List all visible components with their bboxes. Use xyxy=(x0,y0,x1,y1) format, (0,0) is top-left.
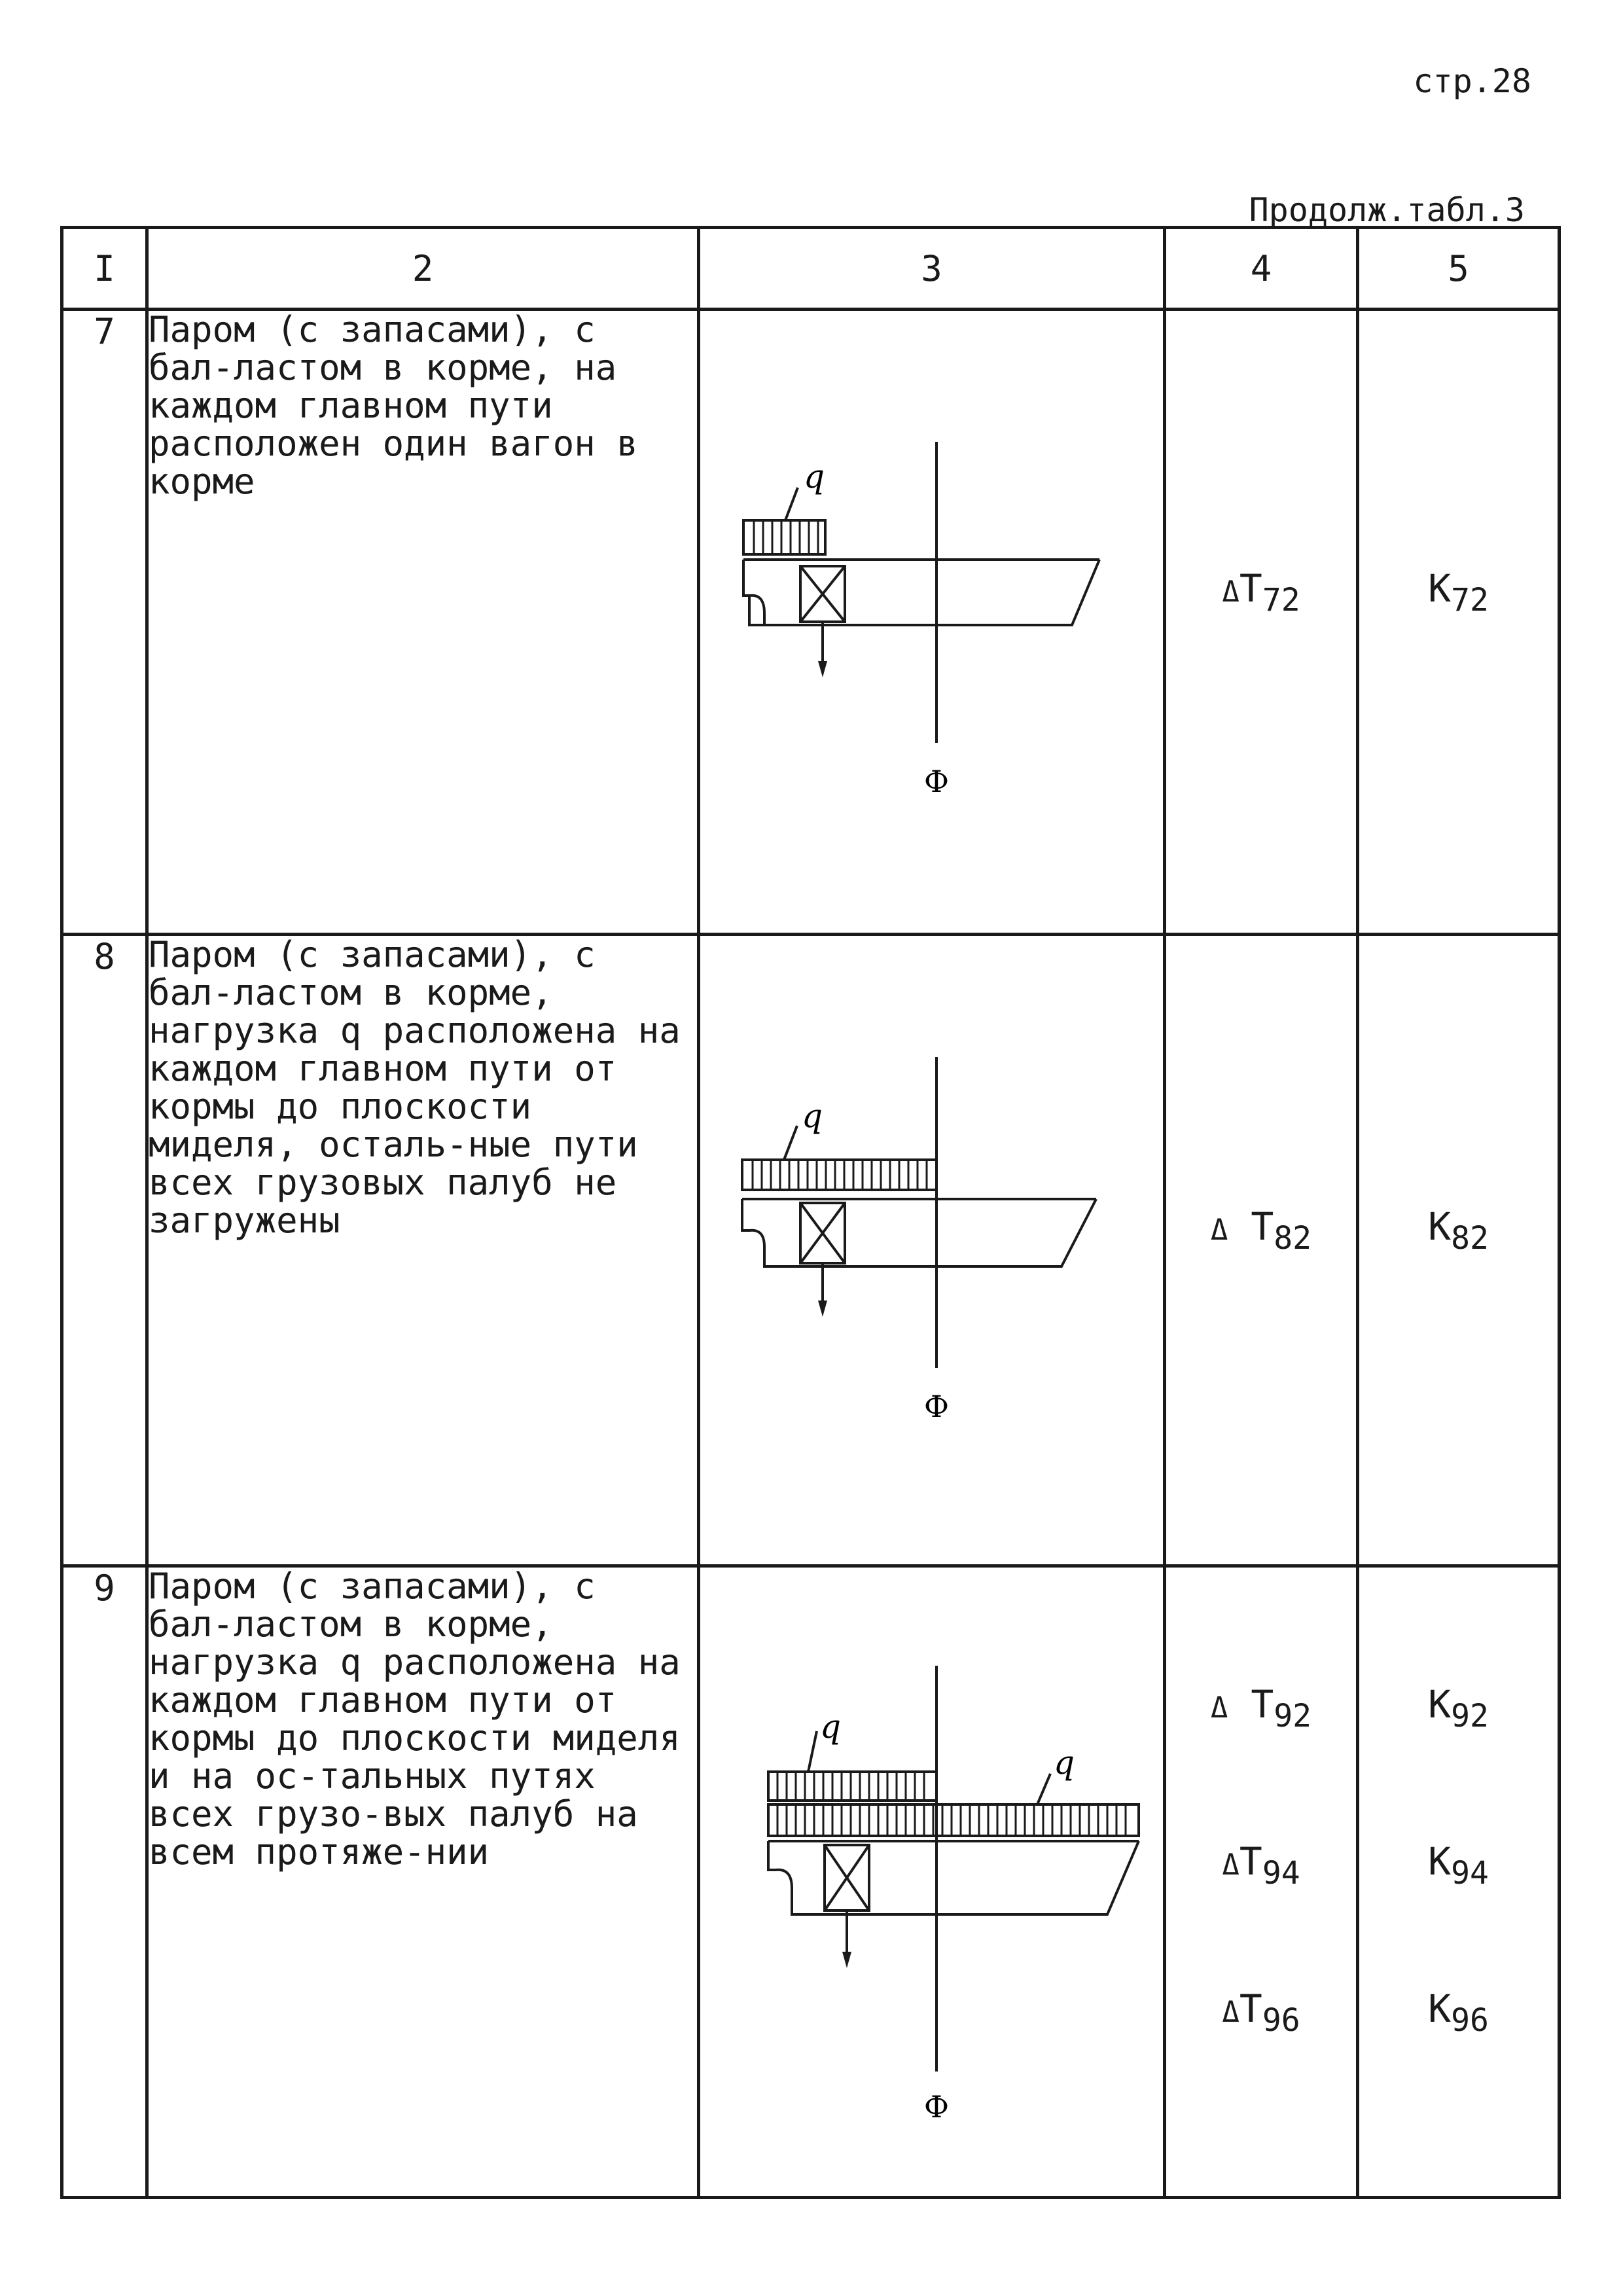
hatching-8 xyxy=(753,1160,927,1190)
delta-value: $\Delta T_{94}$ xyxy=(1222,1839,1300,1892)
header-row xyxy=(62,228,1560,310)
load-label-stern: q xyxy=(820,1708,842,1746)
table-row-7 xyxy=(62,310,1560,935)
load-label-full: q xyxy=(1054,1744,1075,1782)
delta-column xyxy=(1165,310,1358,935)
coef-column xyxy=(1358,935,1560,1566)
coef-value: $K_{94}$ xyxy=(1428,1839,1489,1892)
coef-value: $K_{92}$ xyxy=(1428,1682,1489,1734)
coef-value: $K_{96}$ xyxy=(1428,1986,1489,2039)
delta-column xyxy=(1165,1566,1358,2198)
arrow-down-icon xyxy=(818,661,827,677)
data-table xyxy=(60,226,1561,2199)
header-col-2: 2 xyxy=(147,228,699,310)
hatching-7 xyxy=(754,520,818,554)
arrow-down-icon xyxy=(818,1300,827,1317)
row-number: 8 xyxy=(62,935,147,1566)
table-row-8 xyxy=(62,935,1560,1566)
arrow-down-icon xyxy=(842,1952,851,1968)
row-description: Паром (с запасами), с бал-ластом в корме, на каждом главном пути расположен один вагон в корме xyxy=(147,310,699,935)
loading-diagram xyxy=(699,310,1165,935)
row-description: Паром (с запасами), с бал-ластом в корме, нагрузка q расположена на каждом главном пути от кормы до плоскости миделя и на ос-тальных путях всех грузо-вых палуб на всем протяже-нии xyxy=(147,1566,699,2198)
coef-column xyxy=(1358,310,1560,935)
header-col-5: 5 xyxy=(1358,228,1560,310)
coef-column xyxy=(1358,1566,1560,2198)
ship-scheme-9 xyxy=(700,1568,1160,2196)
loading-diagram xyxy=(699,935,1165,1566)
delta-value: Δ $T_{92}$ xyxy=(1210,1682,1312,1734)
load-label: q xyxy=(804,457,825,495)
table-caption: Продолж.табл.3 xyxy=(1249,191,1525,229)
coef-value: $K_{72}$ xyxy=(1428,566,1489,619)
loading-diagram xyxy=(699,1566,1165,2198)
delta-value: $\Delta T_{72}$ xyxy=(1222,566,1300,619)
coef-value: $K_{82}$ xyxy=(1428,1204,1489,1257)
delta-column xyxy=(1165,935,1358,1566)
midship-symbol: Ф xyxy=(923,1389,950,1424)
table-row-9 xyxy=(62,1566,1560,2198)
header-col-3: 3 xyxy=(699,228,1165,310)
delta-value: Δ $T_{82}$ xyxy=(1210,1204,1312,1257)
row-description: Паром (с запасами), с бал-ластом в корме, нагрузка q расположена на каждом главном пути от кормы до плоскости миделя, осталь-ные пути всех грузовых палуб не загружены xyxy=(147,935,699,1566)
midship-symbol: Ф xyxy=(923,2089,950,2125)
delta-value: $\Delta T_{96}$ xyxy=(1222,1986,1300,2039)
header-col-4: 4 xyxy=(1165,228,1358,310)
midship-symbol: Ф xyxy=(923,764,950,799)
row-number: 9 xyxy=(62,1566,147,2198)
ship-scheme-8 xyxy=(700,936,1160,1564)
row-number: 7 xyxy=(62,310,147,935)
page-number: стр.28 xyxy=(1413,62,1531,100)
ship-scheme-7 xyxy=(700,311,1160,933)
load-label: q xyxy=(802,1097,823,1135)
header-col-1: I xyxy=(62,228,147,310)
